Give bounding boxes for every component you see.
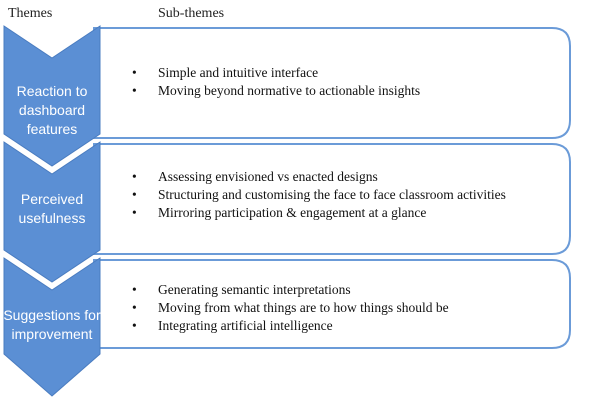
sub-theme-item: • Simple and intuitive interface: [132, 64, 420, 82]
sub-theme-list-1: [132, 64, 420, 100]
sub-theme-list-2: [132, 168, 506, 222]
theme-label-usefulness: Perceived usefulness: [18, 191, 86, 226]
themes-column-header: Themes: [8, 6, 53, 21]
sub-theme-item: • Moving from what things are to how things should be: [132, 299, 449, 317]
sub-theme-item: • Moving beyond normative to actionable insights: [132, 82, 420, 100]
sub-theme-item: • Generating semantic interpretations: [132, 281, 449, 299]
sub-theme-item: • Structuring and customising the face to face classroom activities: [132, 186, 506, 204]
sub-theme-item: • Integrating artificial intelligence: [132, 317, 449, 335]
sub-theme-item: • Mirroring participation & engagement at a glance: [132, 204, 506, 222]
sub-theme-item: • Assessing envisioned vs enacted designs: [132, 168, 506, 186]
sub-theme-list-3: [132, 281, 449, 335]
theme-label-reaction: Reaction to dashboard features: [16, 83, 88, 137]
theme-label-suggestions: Suggestions for improvement: [3, 307, 101, 342]
sub-themes-column-header: Sub-themes: [158, 6, 225, 21]
